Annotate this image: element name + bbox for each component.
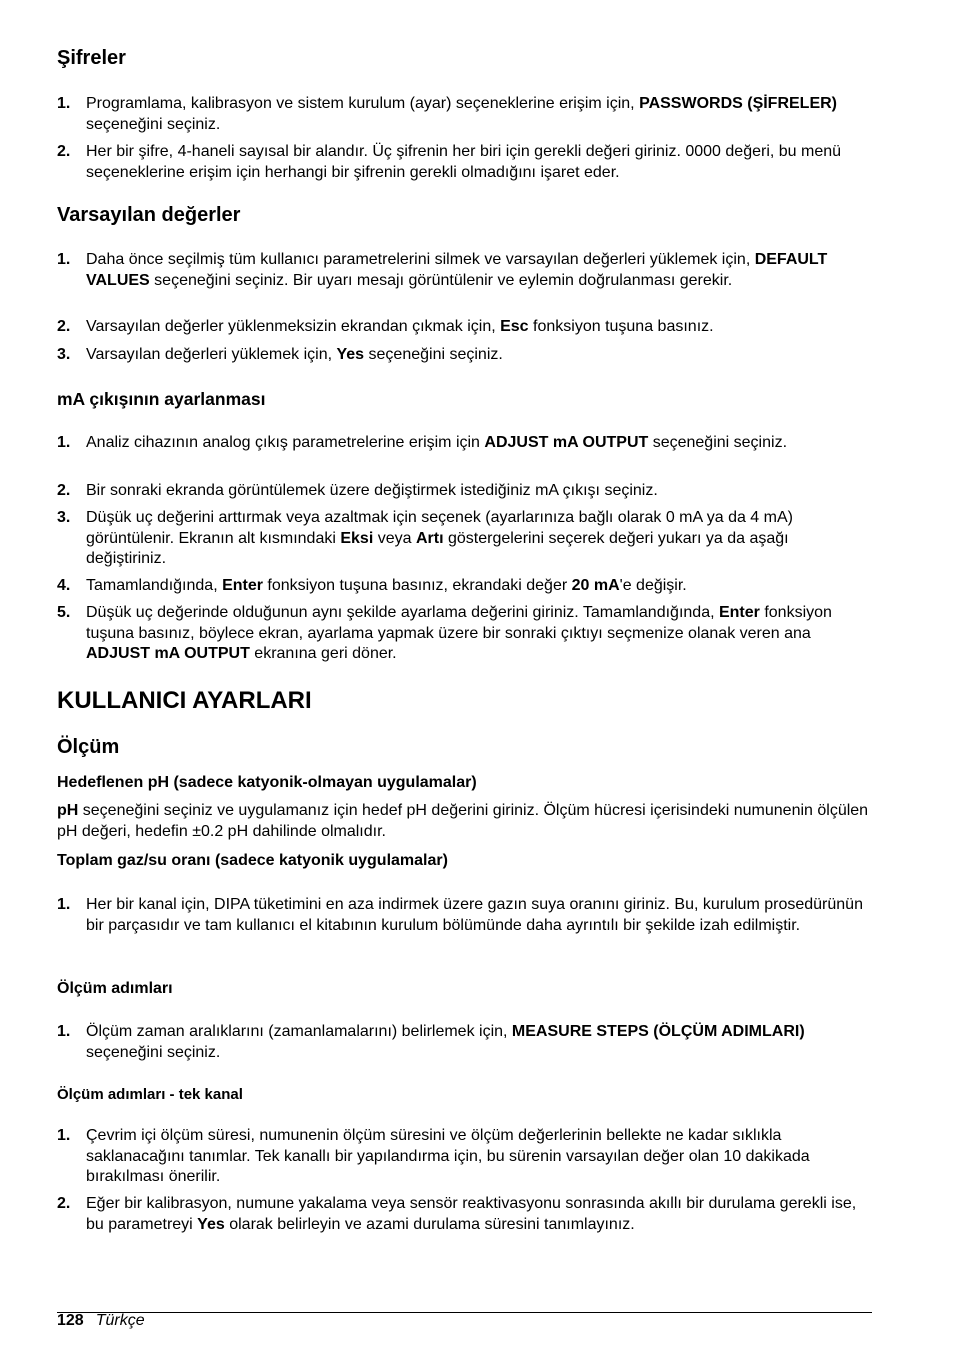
item-text: Varsayılan değerler yüklenmeksizin ekrandan çıkmak için, Esc fonksiyon tuşuna basınız.: [86, 318, 714, 335]
list-item: [57, 94, 872, 135]
heading-hedeflenen-ph: Hedeflenen pH (sadece katyonik-olmayan uygulamalar): [57, 774, 477, 791]
item-number: 1.: [57, 1023, 71, 1040]
item-number: 2.: [57, 143, 71, 160]
item-text: Ölçüm zaman aralıklarını (zamanlamalarını) belirlemek için, MEASURE STEPS (ÖLÇÜM ADIMLARI) seçeneğini seçiniz.: [86, 1023, 805, 1061]
list-item: [57, 345, 872, 366]
list-item: [57, 508, 872, 570]
item-number: 1.: [57, 1127, 71, 1144]
item-number: 3.: [57, 346, 71, 363]
heading-olcum: Ölçüm: [57, 736, 120, 758]
item-number: 1.: [57, 896, 71, 913]
item-number: 4.: [57, 577, 71, 594]
item-number: 5.: [57, 604, 71, 621]
list-item: [57, 317, 872, 338]
item-number: 2.: [57, 1195, 71, 1212]
list-item: [57, 250, 872, 291]
item-text: Her bir kanal için, DIPA tüketimini en aza indirmek üzere gazın suya oranını giriniz. Bu, kurulum prosedürünün bir parçasıdır ve tam kullanıcı el kitabının kurulum bölümünde daha ayrıntılı bir şekilde izah edilmiştir.: [86, 896, 863, 934]
list-item: [57, 895, 872, 936]
footer-language: Türkçe: [95, 1312, 145, 1329]
paragraph-ph: pH seçeneğini seçiniz ve uygulamanız için hedef pH değerini giriniz. Ölçüm hücresi içerisindeki numunenin ölçülen pH değeri, hedefin ±0.2 pH dahilinde olmalıdır.: [57, 802, 869, 840]
item-number: 1.: [57, 434, 71, 451]
item-number: 3.: [57, 509, 71, 526]
heading-toplam-gaz-su: Toplam gaz/su oranı (sadece katyonik uygulamalar): [57, 852, 448, 869]
list-item: [57, 433, 872, 454]
heading-varsayilan-degerler: Varsayılan değerler: [57, 204, 241, 226]
page-footer: [57, 1312, 145, 1330]
heading-ma-cikisi: mA çıkışının ayarlanması: [57, 389, 266, 409]
item-text: Çevrim içi ölçüm süresi, numunenin ölçüm süresini ve ölçüm değerlerinin bellekte ne kadar sıklıkla saklanacağını tanımlar. Tek kanallı bir yapılandırma için, bu sürenin varsayılan değer olan 10 dakikada bırakılması önerilir.: [86, 1127, 810, 1185]
item-text: Tamamlandığında, Enter fonksiyon tuşuna basınız, ekrandaki değer 20 mA'e değişir.: [86, 577, 687, 594]
page-number: 128: [57, 1312, 84, 1329]
list-item: [57, 603, 872, 665]
heading-kullanici-ayarlari: KULLANICI AYARLARI: [57, 687, 312, 714]
item-text: Programlama, kalibrasyon ve sistem kurulum (ayar) seçeneklerine erişim için, PASSWORDS (ŞİFRELER) seçeneğini seçiniz.: [86, 95, 838, 133]
list-item: [57, 576, 872, 597]
item-text: Düşük uç değerinde olduğunun aynı şekilde ayarlama değerini giriniz. Tamamlandığında, Enter fonksiyon tuşuna basınız, böylece ekran, ayarlama yapmak üzere bir sonraki çıktıyı seçmenize olanak veren ana ADJUST mA OUTPUT ekranına geri döner.: [86, 604, 832, 662]
item-number: 2.: [57, 318, 71, 335]
item-text: Bir sonraki ekranda görüntülemek üzere değiştirmek istediğiniz mA çıkışı seçiniz.: [86, 482, 658, 499]
item-text: Düşük uç değerini arttırmak veya azaltmak için seçenek (ayarlarınıza bağlı olarak 0 mA ya da 4 mA) görüntülenir. Ekranın alt kısmındaki Eksi veya Artı göstergelerini seçerek değeri yukarı ya da aşağı değiştiriniz.: [86, 509, 793, 567]
item-number: 2.: [57, 482, 71, 499]
list-item: [57, 481, 872, 502]
item-text: Daha önce seçilmiş tüm kullanıcı parametrelerini silmek ve varsayılan değerleri yüklemek için, DEFAULT VALUES seçeneğini seçiniz. Bir uyarı mesajı görüntülenir ve eylemin doğrulanması gerekir.: [86, 251, 828, 289]
heading-olcum-adimlari: Ölçüm adımları: [57, 980, 173, 997]
item-text: Her bir şifre, 4-haneli sayısal bir alandır. Üç şifrenin her biri için gerekli değeri giriniz. 0000 değeri, bu menü seçeneklerine erişim için herhangi bir şifrenin gerekli olmadığını işaret eder.: [86, 143, 842, 181]
item-number: 1.: [57, 251, 71, 268]
list-item: [57, 1194, 872, 1235]
item-number: 1.: [57, 95, 71, 112]
item-text: Eğer bir kalibrasyon, numune yakalama veya sensör reaktivasyonu sonrasında akıllı bir durulama gerekli ise, bu parametreyi Yes olarak belirleyin ve azami durulama süresini tanımlayınız.: [86, 1195, 857, 1233]
heading-sifreler: Şifreler: [57, 47, 126, 69]
list-item: [57, 1022, 872, 1063]
heading-olcum-adimlari-tek-kanal: Ölçüm adımları - tek kanal: [57, 1086, 243, 1103]
item-text: Varsayılan değerleri yüklemek için, Yes seçeneğini seçiniz.: [86, 346, 503, 363]
list-item: [57, 1126, 872, 1188]
footer-rule: [57, 1312, 872, 1313]
item-text: Analiz cihazının analog çıkış parametrelerine erişim için ADJUST mA OUTPUT seçeneğini seçiniz.: [86, 434, 788, 451]
list-item: [57, 142, 872, 183]
